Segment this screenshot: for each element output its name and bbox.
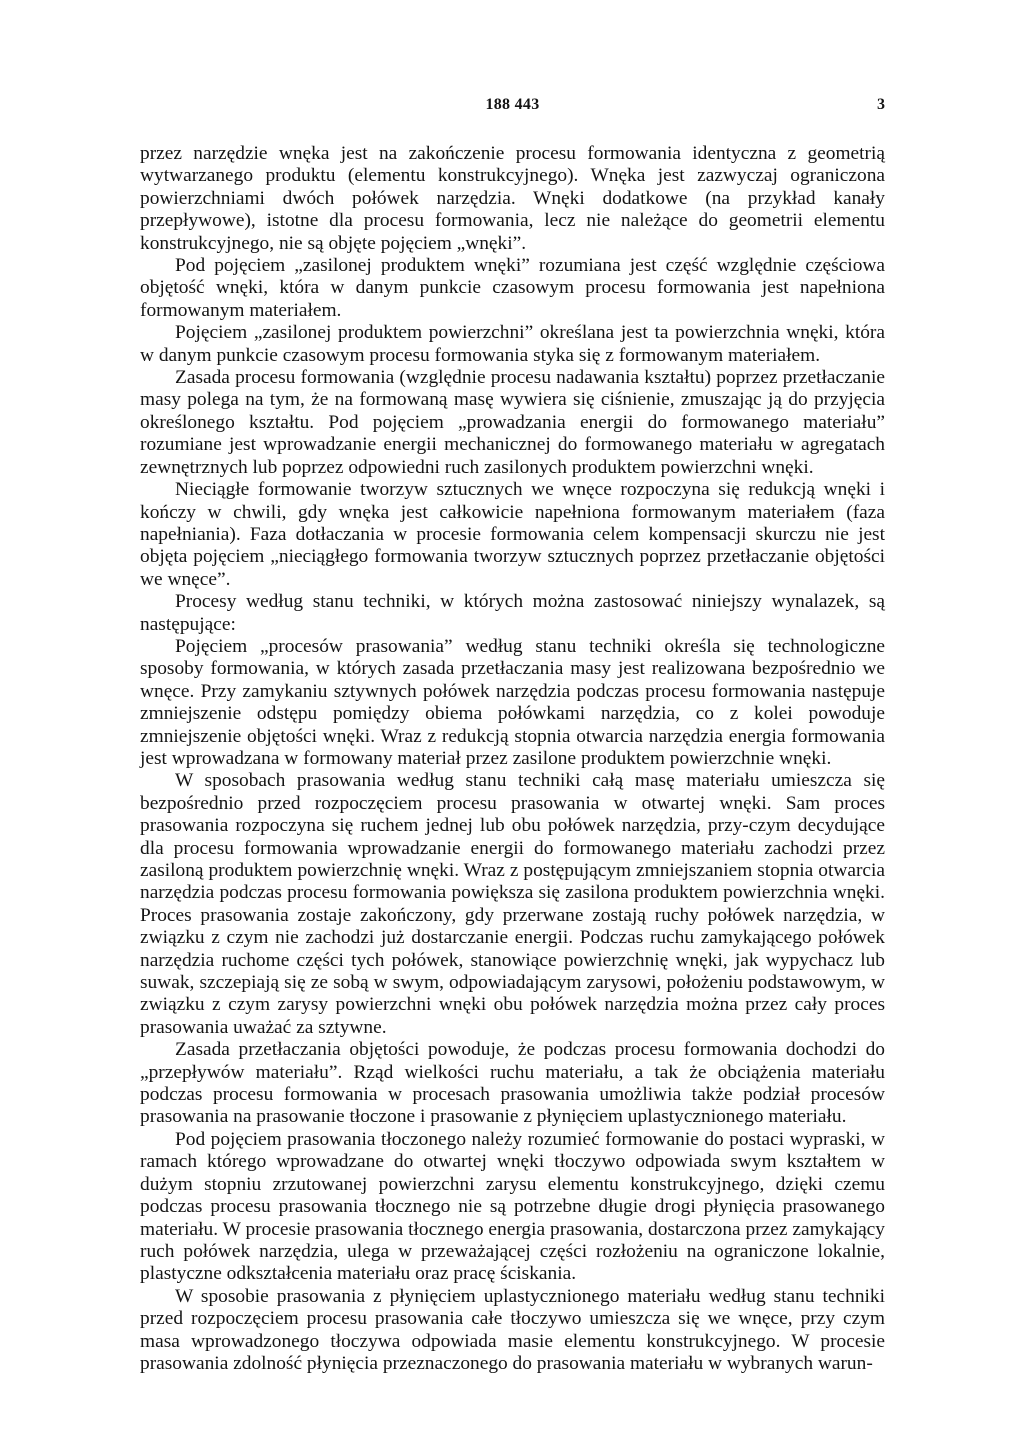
document-body [140,143,885,1375]
paragraph: W sposobach prasowania według stanu techniki całą masę materiału umieszcza się bezpośrednio przed rozpoczęciem procesu prasowania w otwartej wnęki. Sam proces prasowania rozpoczyna się ruchem jednej lub obu połówek narzędzia, przy-czym decydujące dla procesu formowania wprowadzanie energii do formowanego materiału zachodzi przez zasiloną produktem powierzchnię wnęki. Wraz z postępującym zmniejszaniem stopnia otwarcia narzędzia podczas procesu formowania powiększa się zasilona produktem powierzchnia wnęki. Proces prasowania zostaje zakończony, gdy przerwane zostają ruchy połówek narzędzia, w związku z czym nie zachodzi już dostarczanie energii. Podczas ruchu zamykającego połówek narzędzia ruchome części tych połówek, stanowiące powierzchnię wnęki, jak wypychacz lub suwak, szczepiają się ze sobą w swym, odpowiadającym zarysowi, położeniu podstawowym, w związku z czym zarysy powierzchni wnęki obu połówek narzędzia można przez cały proces prasowania uważać za sztywne. [140,770,885,1038]
page-number: 3 [877,96,885,113]
paragraph: Pod pojęciem „zasilonej produktem wnęki” rozumiana jest część względnie częściowa objętość wnęki, która w danym punkcie czasowym procesu formowania jest napełniona formowanym materiałem. [140,255,885,321]
paragraph: przez narzędzie wnęka jest na zakończenie procesu formowania identyczna z geometrią wytwarzanego produktu (elementu konstrukcyjnego). Wnęka jest zazwyczaj ograniczona powierzchniami dwóch połówek narzędzia. Wnęki dodatkowe (na przykład kanały przepływowe), istotne dla procesu formowania, lecz nie należące do geometrii elementu konstrukcyjnego, nie są objęte pojęciem „wnęki”. [140,143,885,254]
paragraph: Zasada przetłaczania objętości powoduje, że podczas procesu formowania dochodzi do „przepływów materiału”. Rząd wielkości ruchu materiału, a tak że obciążenia materiału podczas procesu formowania w procesach prasowania umożliwia także podział procesów prasowania na prasowanie tłoczone i prasowanie z płynięciem uplastycznionego materiału. [140,1039,885,1128]
document-number: 188 443 [485,96,540,113]
page-header [140,96,885,120]
paragraph: Pod pojęciem prasowania tłoczonego należy rozumieć formowanie do postaci wypraski, w ramach którego wprowadzane do otwartej wnęki tłoczywo odpowiada swym kształtem w dużym stopniu zrzutowanej powierzchni zarysu elementu konstrukcyjnego, dzięki czemu podczas procesu prasowania tłocznego nie są potrzebne długie drogi płynięcia prasowanego materiału. W procesie prasowania tłocznego energia prasowania, dostarczona przez zamykający ruch połówek narzędzia, ulega w przeważającej części rozłożeniu na ograniczone lokalnie, plastyczne odkształcenia materiału oraz pracę ściskania. [140,1128,885,1285]
paragraph: Zasada procesu formowania (względnie procesu nadawania kształtu) poprzez przetłaczanie masy polega na tym, że na formowaną masę wywiera się ciśnienie, zmuszając ją do przyjęcia określonego kształtu. Pod pojęciem „prowadzania energii do formowanego materiału” rozumiane jest wprowadzanie energii mechanicznej do formowanego materiału w agregatach zewnętrznych lub poprzez odpowiedni ruch zasilonych produktem powierzchni wnęki. [140,367,885,478]
paragraph: Procesy według stanu techniki, w których można zastosować niniejszy wynalazek, są następujące: [140,591,885,635]
paragraph: W sposobie prasowania z płynięciem uplastycznionego materiału według stanu techniki przed rozpoczęciem procesu prasowania całe tłoczywo umieszcza się we wnęce, przy czym masa wprowadzonego tłoczywa odpowiada masie elementu konstrukcyjnego. W procesie prasowania zdolność płynięcia przeznaczonego do prasowania materiału w wybranych warun- [140,1285,885,1374]
paragraph: Pojęciem „zasilonej produktem powierzchni” określana jest ta powierzchnia wnęki, która w danym punkcie czasowym procesu formowania styka się z formowanym materiałem. [140,322,885,366]
paragraph: Pojęciem „procesów prasowania” według stanu techniki określa się technologiczne sposoby formowania, w których zasada przetłaczania masy jest realizowana bezpośrednio we wnęce. Przy zamykaniu sztywnych połówek narzędzia podczas procesu formowania następuje zmniejszenie odstępu pomiędzy obiema połówkami narzędzia, co z kolei powoduje zmniejszenie objętości wnęki. Wraz z redukcją stopnia otwarcia narzędzia energia formowania jest wprowadzana w formowany materiał przez zasilone produktem powierzchnie wnęki. [140,635,885,769]
paragraph: Nieciągłe formowanie tworzyw sztucznych we wnęce rozpoczyna się redukcją wnęki i kończy w chwili, gdy wnęka jest całkowicie napełniona formowanym materiałem (faza napełniania). Faza dotłaczania w procesie formowania celem kompensacji skurczu nie jest objęta pojęciem „nieciągłego formowania tworzyw sztucznych poprzez przetłaczanie objętości we wnęce”. [140,479,885,590]
